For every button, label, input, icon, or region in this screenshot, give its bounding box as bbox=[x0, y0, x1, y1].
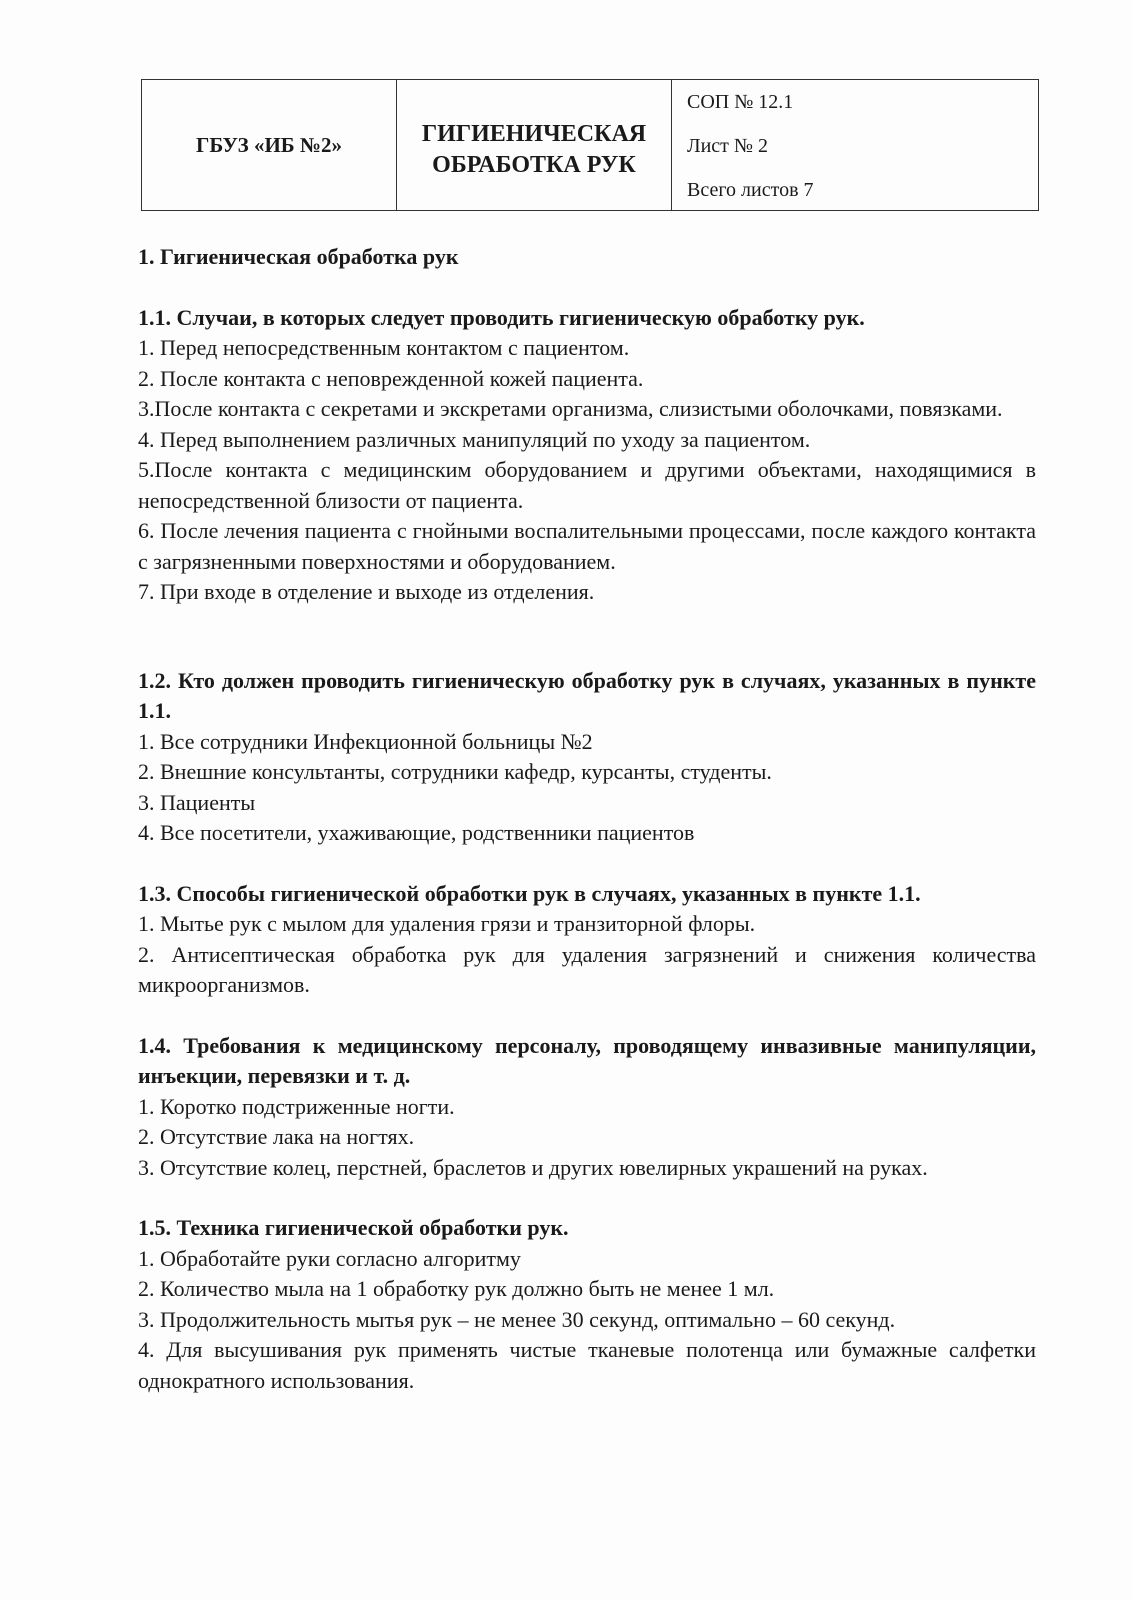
list-item: 1. Перед непосредственным контактом с пациентом. bbox=[138, 335, 630, 360]
list-item: 5.После контакта с медицинским оборудованием и другими объектами, находящимися в непосредственной близости от пациента. bbox=[138, 457, 1036, 513]
list-item: 2. Антисептическая обработка рук для удаления загрязнений и снижения количества микроорганизмов. bbox=[138, 941, 1036, 997]
title-line-2: ОБРАБОТКА РУК bbox=[432, 152, 636, 178]
list-item: 4. Для высушивания рук применять чистые тканевые полотенца или бумажные салфетки однократного использования. bbox=[138, 1337, 1036, 1393]
list-item: 2. Отсутствие лака на ногтях. bbox=[138, 1124, 415, 1149]
section-heading: 1.2. Кто должен проводить гигиеническую обработку рук в случаях, указанных в пункте 1.1. bbox=[138, 667, 1036, 723]
section-heading: 1.5. Техника гигиенической обработки рук. bbox=[138, 1215, 569, 1240]
document-body bbox=[138, 242, 1036, 1396]
section-1-3 bbox=[138, 879, 1036, 1001]
list-item: 3. Пациенты bbox=[138, 789, 256, 815]
header-table bbox=[141, 79, 1039, 211]
list-item: 3.После контакта с секретами и экскретами организма, слизистыми оболочками, повязками. bbox=[138, 396, 1003, 421]
list-item: 2. Количество мыла на 1 обработку рук должно быть не менее 1 мл. bbox=[138, 1276, 775, 1301]
title-line-1: ГИГИЕНИЧЕСКАЯ bbox=[421, 121, 647, 147]
header-meta bbox=[672, 80, 1038, 210]
list-item: 2. После контакта с неповрежденной кожей пациента. bbox=[138, 365, 644, 391]
main-heading: 1. Гигиеническая обработка рук bbox=[138, 244, 459, 269]
header-organization bbox=[142, 80, 397, 210]
list-item: 4. Все посетители, ухаживающие, родственники пациентов bbox=[138, 820, 695, 845]
section-heading: 1.3. Способы гигиенической обработки рук в случаях, указанных в пункте 1.1. bbox=[138, 880, 921, 906]
sop-number: СОП № 12.1 bbox=[687, 91, 794, 113]
section-1-1 bbox=[138, 303, 1036, 608]
list-item: 4. Перед выполнением различных манипуляций по уходу за пациентом. bbox=[138, 426, 811, 452]
list-item: 1. Обработайте руки согласно алгоритму bbox=[138, 1245, 521, 1271]
list-item: 2. Внешние консультанты, сотрудники кафедр, курсанты, студенты. bbox=[138, 759, 772, 784]
section-1-4 bbox=[138, 1031, 1036, 1184]
sheet-number: Лист № 2 bbox=[687, 135, 768, 157]
section-1-2 bbox=[138, 666, 1036, 849]
list-item: 3. Продолжительность мытья рук – не менее 30 секунд, оптимально – 60 секунд. bbox=[138, 1306, 896, 1332]
list-item: 1. Коротко подстриженные ногти. bbox=[138, 1093, 455, 1119]
section-heading: 1.4. Требования к медицинскому персоналу, проводящему инвазивные манипуляции, инъекции, перевязки и т. д. bbox=[138, 1032, 1036, 1088]
list-item: 6. После лечения пациента с гнойными воспалительными процессами, после каждого контакта с загрязненными поверхностями и оборудованием. bbox=[138, 518, 1036, 574]
organization-name: ГБУЗ «ИБ №2» bbox=[195, 132, 343, 157]
total-sheets: Всего листов 7 bbox=[687, 179, 814, 201]
section-heading: 1.1. Случаи, в которых следует проводить гигиеническую обработку рук. bbox=[138, 304, 865, 330]
list-item: 1. Все сотрудники Инфекционной больницы №2 bbox=[138, 728, 593, 754]
list-item: 1. Мытье рук с мылом для удаления грязи и транзиторной флоры. bbox=[138, 911, 756, 936]
list-item: 3. Отсутствие колец, перстней, браслетов и других ювелирных украшений на руках. bbox=[138, 1154, 928, 1180]
section-1-5 bbox=[138, 1213, 1036, 1396]
header-title bbox=[397, 80, 672, 210]
list-item: 7. При входе в отделение и выходе из отделения. bbox=[138, 579, 595, 604]
